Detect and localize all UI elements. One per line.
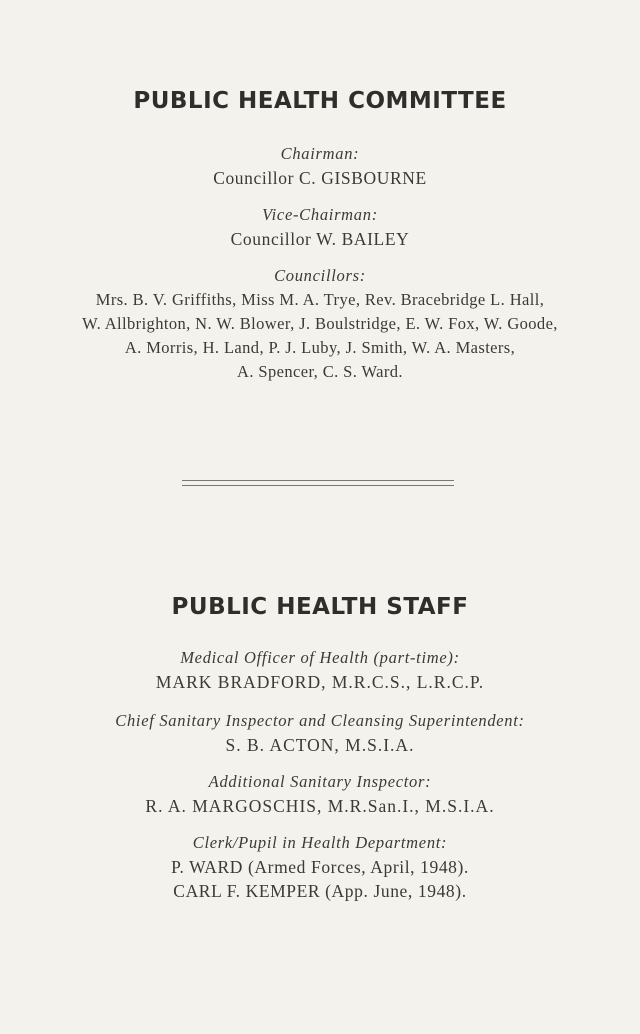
chief-inspector-name: S. B. ACTON, M.S.I.A. xyxy=(225,735,415,755)
councillors-line: A. Spencer, C. S. Ward. xyxy=(237,362,403,381)
chairman-role: Chairman: xyxy=(280,144,360,163)
chief-inspector-role: Chief Sanitary Inspector and Cleansing Superintendent: xyxy=(115,711,525,730)
clerk-name: P. WARD (Armed Forces, April, 1948). xyxy=(171,857,469,877)
councillors-role: Councillors: xyxy=(274,266,366,285)
councillors-line: W. Allbrighton, N. W. Blower, J. Boulstridge, E. W. Fox, W. Goode, xyxy=(82,314,558,333)
additional-inspector-role: Additional Sanitary Inspector: xyxy=(208,772,432,791)
vice-chairman-role: Vice-Chairman: xyxy=(262,205,378,224)
medical-officer-role: Medical Officer of Health (part-time): xyxy=(180,648,460,667)
section-divider xyxy=(182,480,454,486)
vice-chairman-name: Councillor W. BAILEY xyxy=(230,229,410,249)
clerk-name: CARL F. KEMPER (App. June, 1948). xyxy=(173,881,467,901)
committee-heading: PUBLIC HEALTH COMMITTEE xyxy=(133,88,507,114)
chairman-name: Councillor C. GISBOURNE xyxy=(213,168,427,188)
medical-officer-name: MARK BRADFORD, M.R.C.S., L.R.C.P. xyxy=(155,672,485,692)
additional-inspector-name: R. A. MARGOSCHIS, M.R.San.I., M.S.I.A. xyxy=(145,796,495,816)
councillors-line: Mrs. B. V. Griffiths, Miss M. A. Trye, Rev. Bracebridge L. Hall, xyxy=(95,290,545,309)
staff-heading: PUBLIC HEALTH STAFF xyxy=(171,594,469,620)
clerk-role: Clerk/Pupil in Health Department: xyxy=(192,833,448,852)
councillors-line: A. Morris, H. Land, P. J. Luby, J. Smith, W. A. Masters, xyxy=(124,338,516,357)
